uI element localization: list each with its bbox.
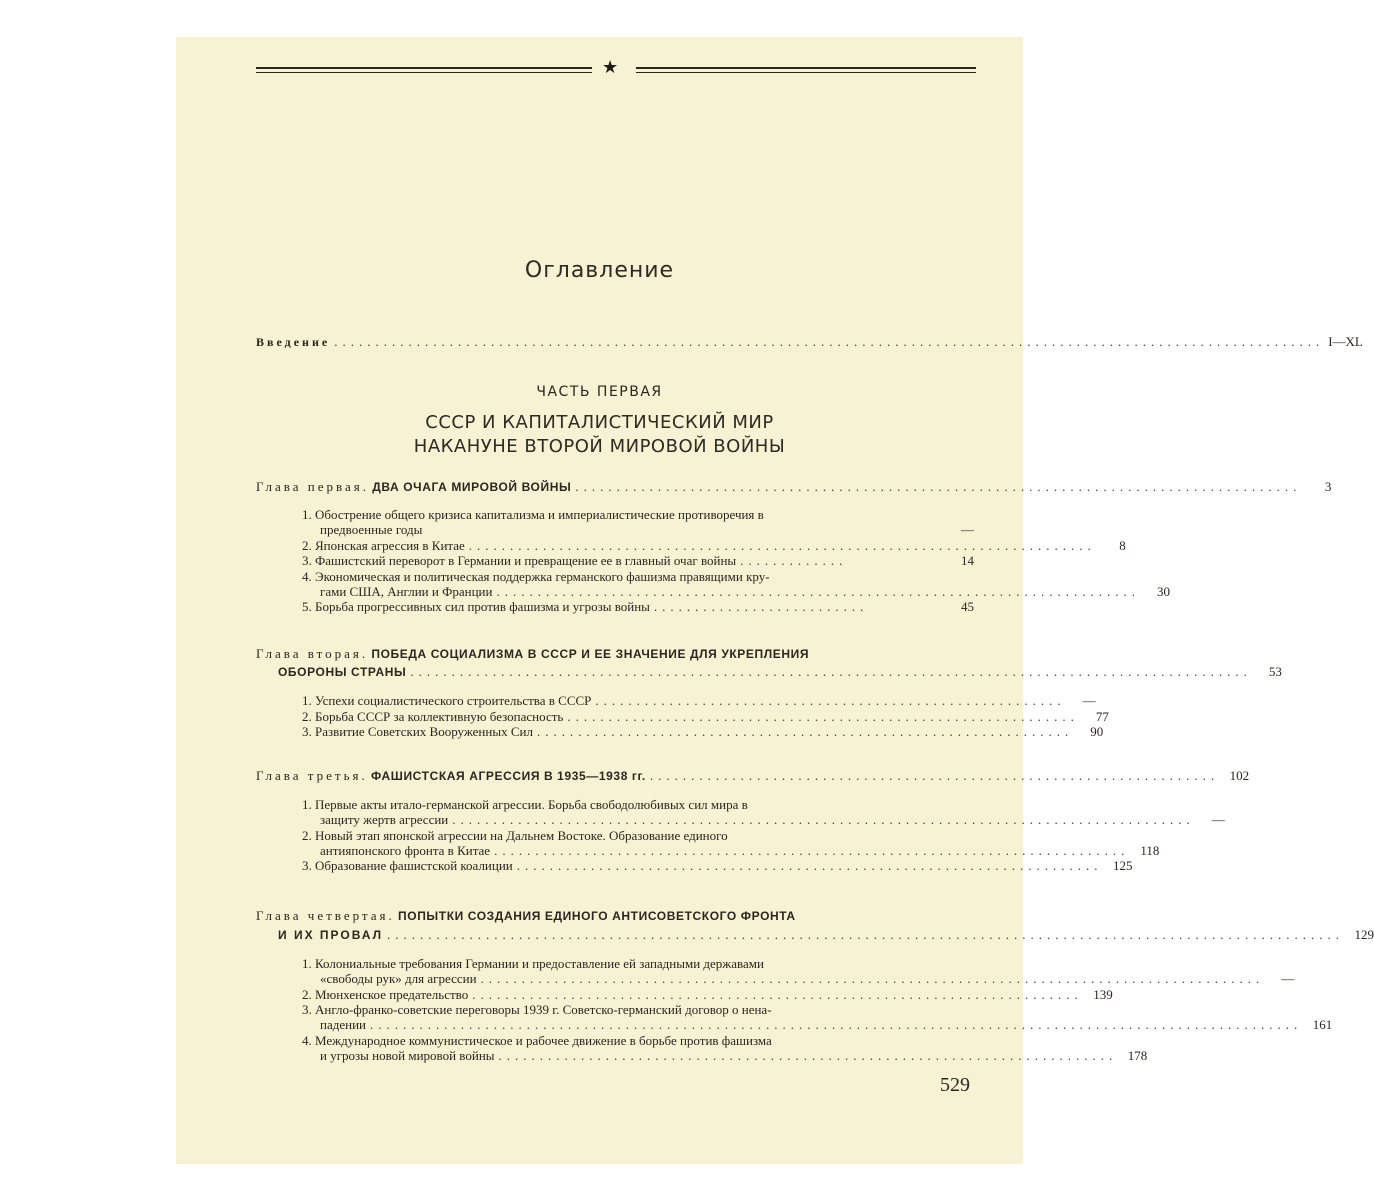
toc-section[interactable]: 2. Японская агрессия в Китае ............................................................................ 8: [302, 538, 1126, 553]
toc-section[interactable]: 2. Новый этап японской агрессии на Дальнем Востоке. Образование единого: [302, 828, 728, 843]
toc-section[interactable]: 3. Образование фашистской коалиции ....................................................................... 125: [302, 858, 1133, 873]
toc-chapter-1[interactable]: Глава первая. ДВА ОЧАГА МИРОВОЙ ВОЙНЫ ........................................................................................ 3: [256, 479, 1332, 494]
toc-chapter-2-cont[interactable]: ОБОРОНЫ СТРАНЫ ...................................................................................................... 53: [278, 664, 1282, 679]
toc-section[interactable]: 4. Международное коммунистическое и рабочее движение в борьбе против фашизма: [302, 1033, 772, 1048]
toc-section[interactable]: 1. Колониальные требования Германии и предоставление ей западными державами: [302, 956, 764, 971]
toc-chapter-3[interactable]: Глава третья. ФАШИСТСКАЯ АГРЕССИЯ В 1935—1938 гг. ..................................................................... 102: [256, 768, 1250, 783]
toc-section[interactable]: 1. Успехи социалистического строительства в СССР ......................................................... —: [302, 693, 1096, 708]
toc-section[interactable]: предвоенные годы —: [320, 522, 974, 537]
toc-section[interactable]: 2. Борьба СССР за коллективную безопасность .............................................................. 77: [302, 709, 1109, 724]
toc-section[interactable]: «свободы рук» для агрессии ............................................................................................... —: [320, 971, 1295, 986]
toc-section[interactable]: 5. Борьба прогрессивных сил против фашизма и угрозы войны .......................... 45: [302, 599, 974, 614]
toc-section[interactable]: антияпонского фронта в Китае ............................................................................. 118: [320, 843, 1160, 858]
toc-chapter-4[interactable]: Глава четвертая. ПОПЫТКИ СОЗДАНИЯ ЕДИНОГО АНТИСОВЕТСКОГО ФРОНТА: [256, 908, 796, 923]
header-ornament: [256, 57, 976, 77]
toc-section[interactable]: 3. Развитие Советских Вооруженных Сил ................................................................. 90: [302, 724, 1104, 739]
toc-section[interactable]: 1. Первые акты итало-германской агрессии. Борьба свободолюбивых сил мира в: [302, 797, 748, 812]
part-title-line2: НАКАНУНЕ ВТОРОЙ МИРОВОЙ ВОЙНЫ: [413, 436, 786, 457]
toc-section[interactable]: 3. Англо-франко-советские переговоры 1939 г. Советско-германский договор о нена-: [302, 1002, 772, 1017]
toc-section[interactable]: защиту жертв агрессии .......................................................................................... —: [320, 812, 1225, 827]
star-icon: ★: [602, 57, 619, 77]
page-title: Оглавление: [524, 258, 675, 283]
page-number: 529: [940, 1074, 970, 1096]
toc-section[interactable]: 2. Мюнхенское предательство .......................................................................... 139: [302, 987, 1113, 1002]
toc-section[interactable]: падении ................................................................................................................. 161: [320, 1017, 1333, 1032]
toc-section[interactable]: 1. Обострение общего кризиса капитализма и империалистические противоречия в: [302, 507, 764, 522]
toc-section[interactable]: 3. Фашистский переворот в Германии и превращение ее в главный очаг войны ............. 14: [302, 553, 974, 568]
intro-label: Введение: [256, 335, 331, 349]
toc-entry-intro[interactable]: Введение ........................................................................................................................ I—XL: [256, 334, 1363, 349]
part-label: ЧАСТЬ ПЕРВАЯ: [536, 384, 663, 400]
toc-section[interactable]: 4. Экономическая и политическая поддержка германского фашизма правящими кру-: [302, 569, 770, 584]
intro-pages: I—XL: [1328, 334, 1363, 349]
toc-section[interactable]: и угрозы новой мировой войны ........................................................................... 178: [320, 1048, 1148, 1063]
toc-chapter-2[interactable]: Глава вторая. ПОБЕДА СОЦИАЛИЗМА В СССР И ЕЕ ЗНАЧЕНИЕ ДЛЯ УКРЕПЛЕНИЯ: [256, 646, 810, 661]
toc-chapter-4-cont[interactable]: И ИХ ПРОВАЛ .................................................................................................................... 129: [278, 927, 1374, 942]
toc-section[interactable]: гами США, Англии и Франции .............................................................................. 30: [320, 584, 1170, 599]
part-title-line1: СССР И КАПИТАЛИСТИЧЕСКИЙ МИР: [425, 412, 774, 433]
